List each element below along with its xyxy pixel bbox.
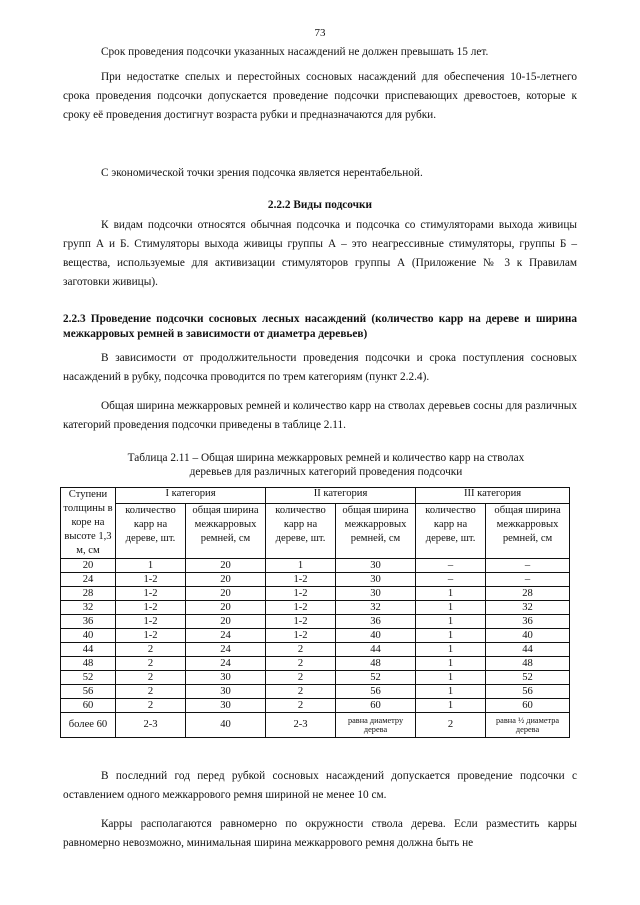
table-cell: 2 [116,671,186,685]
table-cell: 32 [61,601,116,615]
table-caption-line1: Таблица 2.11 – Общая ширина межкарровых ремней и количество карр на стволах [127,452,525,464]
paragraph-economic: С экономической точки зрения подсочка является нерентабельной. [101,167,423,179]
paragraph-categories: В зависимости от продолжительности проведения подсочки и срока поступления сосновых насаждений в рубку, подсочка проводится по трем категориям (пункт 2.2.4). [63,352,577,383]
subheader-width: общая ширина межкарровых ремней, см [336,504,416,559]
table-row [61,615,570,629]
table-cell: 20 [186,559,266,573]
table-cell: 30 [186,685,266,699]
table-cell: 1-2 [266,587,336,601]
table-cell: 20 [186,601,266,615]
table-row [61,713,570,738]
paragraph-last-year: В последний год перед рубкой сосновых насаждений допускается проведение подсочки с оставлением одного межкаррового ремня шириной не менее 10 см. [63,770,577,801]
table-row [61,559,570,573]
table-cell: 52 [61,671,116,685]
table-cell: 20 [61,559,116,573]
subheader-count: количество карр на дереве, шт. [416,504,486,559]
table-cell-note: равна ½ диаметра дерева [496,716,560,734]
table-cell: 36 [61,615,116,629]
table-cell: 1 [416,657,486,671]
table-cell: 1-2 [116,587,186,601]
table-cell: 1 [266,559,336,573]
table-cell: 2 [266,685,336,699]
table-row [61,699,570,713]
table-cell: 48 [336,657,416,671]
paragraph-shortage: При недостатке спелых и перестойных сосновых насаждений для обеспечения 10-15-летнего срока проведения подсочки допускается проведение подсочки приспевающих древостоев, которые к сроку её проведения достигнут возраста рубки и предназначаются для рубки. [63,71,577,121]
table-cell: 30 [336,573,416,587]
table-cell: 24 [186,629,266,643]
table-cell: 1-2 [266,601,336,615]
table-cell: – [416,573,486,587]
table-cell: 56 [486,685,570,699]
table-cell: 48 [486,657,570,671]
table-cell: 40 [186,713,266,738]
table-cell: 1 [416,587,486,601]
table-cell: 1-2 [116,573,186,587]
table-cell: 2 [266,699,336,713]
table-cell: 2 [116,643,186,657]
table-cell: 2 [116,685,186,699]
table-cell: 44 [486,643,570,657]
table-row [61,629,570,643]
table-cell: 1 [416,615,486,629]
table-cell: 60 [486,699,570,713]
table-cell: 2 [116,657,186,671]
table-cell: 2-3 [116,713,186,738]
table-row [61,685,570,699]
table-cell-note: равна диаметру дерева [347,716,404,734]
table-cell: 30 [186,699,266,713]
table-cell: 32 [486,601,570,615]
table-cell: 20 [186,573,266,587]
table-cell: 48 [61,657,116,671]
table-cell: 30 [336,587,416,601]
table-cell: 2-3 [266,713,336,738]
tapping-table [60,487,570,738]
table-cell [486,713,570,738]
table-cell: 28 [61,587,116,601]
table-cell: 36 [336,615,416,629]
table-row [61,573,570,587]
header-category-3: III категория [416,488,570,504]
paragraph-types: К видам подсочки относятся обычная подсочка и подсочка со стимуляторами выхода живицы групп А и Б. Стимуляторы выхода живицы группы А – это неагрессивные стимуляторы, группы Б – вещества, используемые для активизации стимуляторов группы А (Приложение № 3 к Правилам заготовки живицы). [63,219,577,288]
table-cell: 2 [116,699,186,713]
table-cell: 40 [336,629,416,643]
table-cell: 1 [416,643,486,657]
table-cell: 1-2 [266,615,336,629]
table-cell: более 60 [61,713,116,738]
table-cell: – [416,559,486,573]
table-cell: 52 [486,671,570,685]
table-cell: 56 [61,685,116,699]
table-cell: 40 [61,629,116,643]
table-cell: 60 [61,699,116,713]
table-row [61,643,570,657]
table-cell [336,713,416,738]
table-cell: 60 [336,699,416,713]
table-row [61,601,570,615]
table-cell: 1 [416,601,486,615]
header-diameter-step: Ступени толщины в коре на высоте 1,3 м, см [61,488,116,559]
table-cell: 1-2 [266,573,336,587]
section-heading-223: 2.2.3 Проведение подсочки сосновых лесных насаждений (количество карр на дереве и ширина межкарровых ремней в зависимости от диаметра деревьев) [63,313,577,340]
table-cell: 30 [186,671,266,685]
header-category-1: I категория [116,488,266,504]
table-cell: 20 [186,587,266,601]
table-cell: 24 [186,643,266,657]
paragraph-term: Срок проведения подсочки указанных насаждений не должен превышать 15 лет. [101,46,489,58]
table-cell: 2 [266,657,336,671]
table-cell: – [486,559,570,573]
table-cell: 56 [336,685,416,699]
table-cell: 2 [266,671,336,685]
table-cell: 40 [486,629,570,643]
subheader-count: количество карр на дереве, шт. [116,504,186,559]
table-cell: 1 [416,671,486,685]
table-cell: 1-2 [116,615,186,629]
table-cell: 1 [416,699,486,713]
table-row [61,587,570,601]
header-category-2: II категория [266,488,416,504]
table-cell: 2 [266,643,336,657]
table-cell: 1 [116,559,186,573]
table-cell: 1 [416,685,486,699]
table-cell: 1-2 [116,601,186,615]
table-cell: 30 [336,559,416,573]
page-number: 73 [314,27,326,39]
table-cell: 1-2 [116,629,186,643]
table-row [61,671,570,685]
table-cell: 36 [486,615,570,629]
table-caption-line2: деревьев для различных категорий проведения подсочки [189,466,463,478]
table-cell: 1 [416,629,486,643]
paragraph-placement: Карры располагаются равномерно по окружности ствола дерева. Если разместить карры равномерно невозможно, минимальная ширина межкаррового ремня должна быть не [63,818,577,849]
table-cell: 52 [336,671,416,685]
table-cell: 2 [416,713,486,738]
table-cell: 44 [61,643,116,657]
table-cell: 44 [336,643,416,657]
table-cell: 24 [186,657,266,671]
subheader-count: количество карр на дереве, шт. [266,504,336,559]
table-cell: 28 [486,587,570,601]
subheader-width: общая ширина межкарровых ремней, см [486,504,570,559]
table-cell: 32 [336,601,416,615]
section-heading-222: 2.2.2 Виды подсочки [267,199,373,211]
table-cell: – [486,573,570,587]
table-cell: 1-2 [266,629,336,643]
table-row [61,657,570,671]
table-cell: 20 [186,615,266,629]
paragraph-table-ref: Общая ширина межкарровых ремней и количество карр на стволах деревьев сосны для различных категорий проведения подсочки приведены в таблице 2.11. [63,400,577,431]
subheader-width: общая ширина межкарровых ремней, см [186,504,266,559]
table-cell: 24 [61,573,116,587]
